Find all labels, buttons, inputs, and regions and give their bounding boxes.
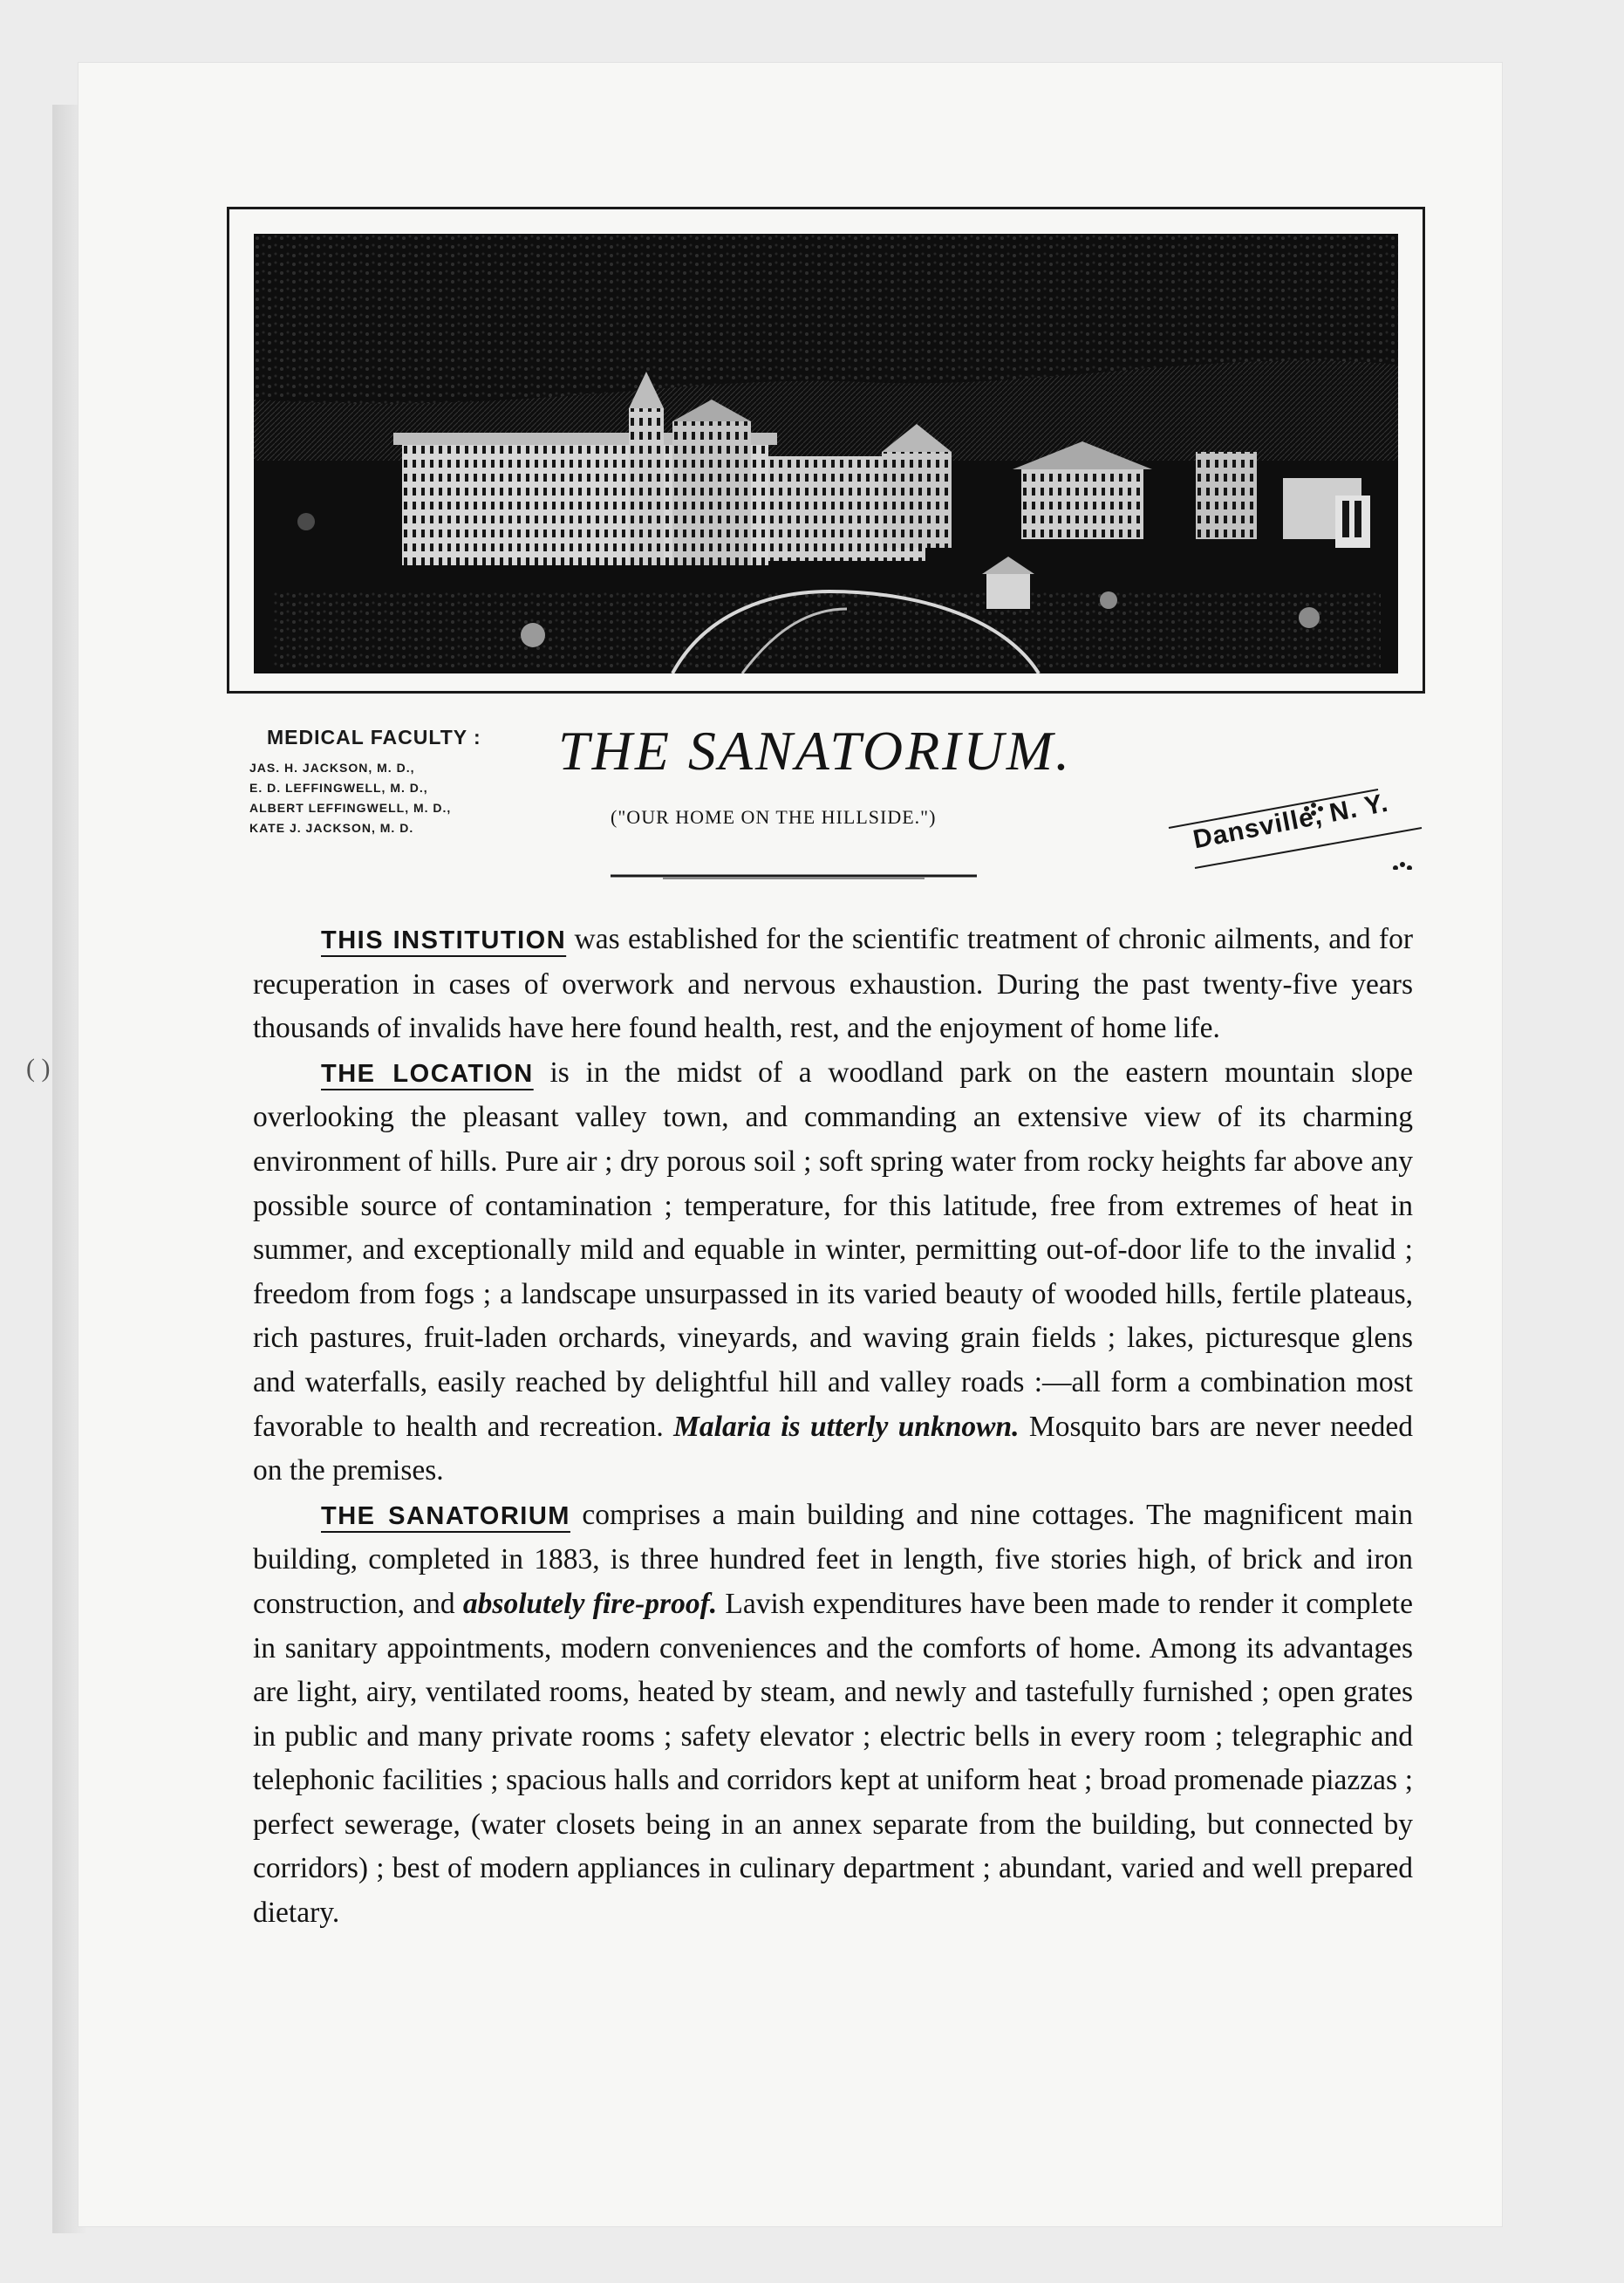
document-title: THE SANATORIUM. (558, 720, 1072, 782)
paragraph-institution (253, 918, 1413, 1051)
paragraph-text: Mosquito bars are never needed on the premises. (253, 1410, 1414, 1487)
faculty-member: E. D. LEFFINGWELL, M. D., (249, 781, 428, 795)
paragraph-text: comprises a main building and nine cottages. The magnificent main building, completed in 1883, is three hundred feet in length, five stories high, of brick and iron construction, and (253, 1498, 1413, 1620)
paragraph-emphasis: absolutely fire-proof. (462, 1587, 718, 1620)
engraving-frame (227, 207, 1425, 694)
medical-faculty (249, 726, 537, 838)
place-name: Dansville, N. Y. (1191, 788, 1391, 855)
faculty-list (249, 758, 537, 838)
title-rule (611, 874, 977, 879)
paragraph-text: was established for the scientific treatment of chronic ailments, and for recuperation in cases of overwork and nervous exhaustion. During the past twenty-five years thousands of invalids have here found health, rest, and the enjoyment of home life. (253, 923, 1413, 1045)
paragraph-lead: THE SANATORIUM (321, 1501, 570, 1530)
paragraph-sanatorium (253, 1494, 1413, 1936)
body-text (253, 918, 1413, 1936)
faculty-title: MEDICAL FACULTY : (267, 726, 481, 748)
paragraph-text: Lavish expenditures have been made to render it complete in sanitary appointments, modern conveniences and the comforts of home. Among its advantages are light, airy, ventilated rooms, heated by steam, and newly and tastefully furnished ; open grates in public and many private rooms ; safety elevator ; electric bells in every room ; telegraphic and telephonic facilities ; spacious halls and corridors kept at uniform heat ; broad promenade piazzas ; perfect sewerage, (water closets being in an annex separate from the building, but connected by corridors) ; best of modern appliances in culinary department ; abundant, varied and well prepared dietary. (253, 1587, 1413, 1930)
document-subtitle: ("OUR HOME ON THE HILLSIDE.") (611, 806, 937, 828)
place-badge (1160, 765, 1448, 870)
paragraph-lead: THIS INSTITUTION (321, 926, 567, 954)
faculty-member: ALBERT LEFFINGWELL, M. D., (249, 801, 452, 815)
paragraph-emphasis: Malaria is utterly unknown. (673, 1410, 1020, 1443)
faculty-member: JAS. H. JACKSON, M. D., (249, 761, 415, 775)
paragraph-text: is in the midst of a woodland park on the eastern mountain slope overlooking the pleasant valley town, and commanding an extensive view of its charming environment of hills. Pure air ; dry porous soil ; soft spring water from rocky heights far above any possible source of contamination ; temperature, for this latitude, free from extremes of heat in summer, and exceptionally mild and equable in winter, permitting out-of-door life to the invalid ; freedom from fogs ; a landscape unsurpassed in its varied beauty of wooded hills, fertile plateaus, rich pastures, fruit-laden orchards, vineyards, and waving grain fields ; lakes, picturesque glens and waterfalls, easily reached by delightful hill and valley roads :—all form a combination most favorable to health and recreation. (253, 1056, 1413, 1443)
paragraph-lead: THE LOCATION (321, 1059, 534, 1088)
sanatorium-engraving-image (254, 234, 1398, 673)
paragraph-location (253, 1051, 1413, 1494)
faculty-member: KATE J. JACKSON, M. D. (249, 821, 414, 835)
margin-mark: ( ) (26, 1054, 51, 1083)
